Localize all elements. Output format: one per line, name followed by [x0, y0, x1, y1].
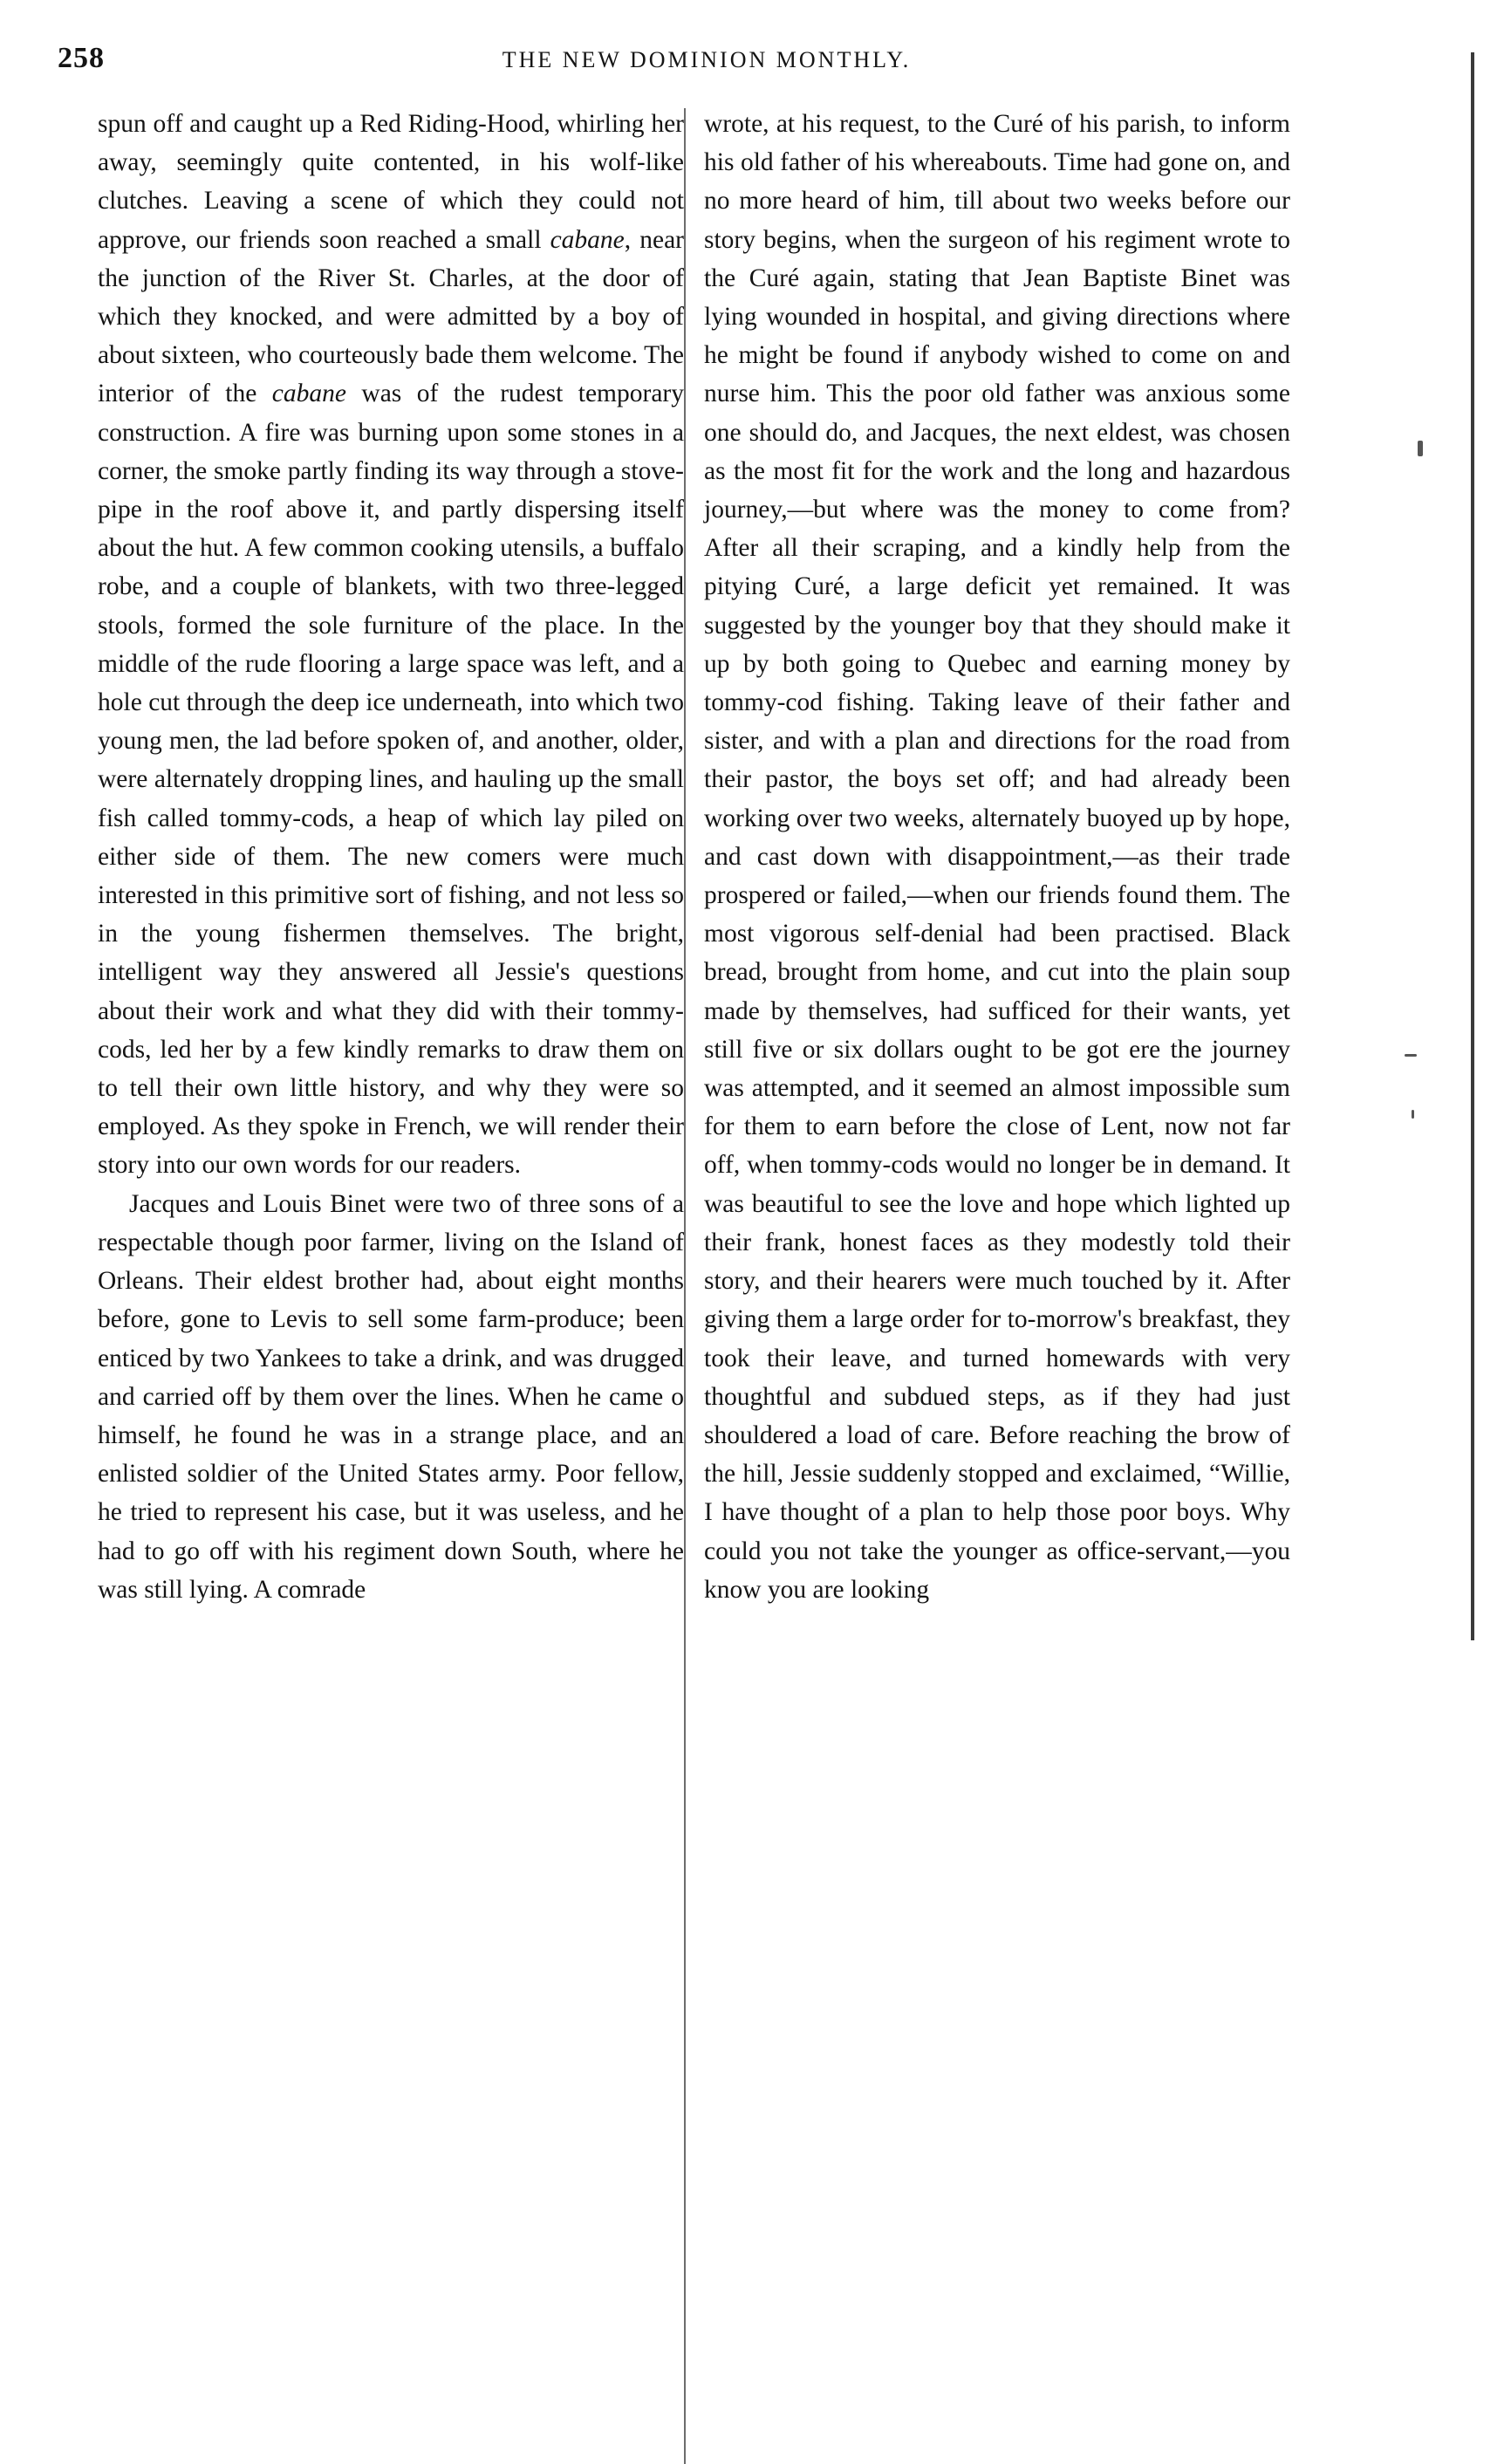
left-paragraph-2: Jacques and Louis Binet were two of three sons of a respectable though poor farmer, living on the Island of Orleans. Their eldest brother had, about eight months before, gone to Levis to sell some farm-produce; been enticed by two Yankees to take a drink, and was drugged and carried off by them over the lines. When he came o himself, he found he was in a strange place, and an enlisted soldier of the United States army. Poor fellow, he tried to represent his case, but it was useless, and he had to go off with his regiment down South, where he was still lying. A comrade	[98, 1189, 684, 1604]
scan-speck	[1418, 441, 1423, 456]
page-number: 258	[58, 42, 105, 74]
running-title: THE NEW DOMINION MONTHLY.	[502, 47, 912, 72]
italic-term: cabane	[271, 380, 346, 408]
left-column	[98, 105, 684, 1609]
scan-speck	[1405, 1054, 1417, 1057]
text-run: was of the rudest temporary construction. A fire was burning upon some stones in a corner, the smoke partly finding its way through a stove-pipe in the roof above it, and partly dispersing itself about the hut. A few common cooking utensils, a buffalo robe, and a couple of blankets, with two three-legged stools, formed the sole furniture of the place. In the middle of the rude flooring a large space was left, and a hole cut through the deep ice underneath, into which two young men, the lad before spoken of, and another, older, were alternately dropping lines, and hauling up the small fish called tommy-cods, a heap of which lay piled on either side of them. The new comers were much interested in this primitive sort of fishing, and not less so in the young fishermen themselves. The bright, intelligent way they answered all Jessie's questions about their work and what they did with their tommy-cods, led her by a few kindly remarks to draw them on to tell their own little history, and why they were so employed. As they spoke in French, we will render their story into our own words for our readers.	[98, 380, 684, 1180]
left-paragraph-1	[98, 105, 684, 1185]
scan-speck	[1412, 1110, 1414, 1119]
column-divider	[684, 108, 686, 2464]
scan-margin-edge	[1471, 52, 1474, 1640]
italic-term: cabane	[550, 225, 625, 254]
right-paragraph-1: wrote, at his request, to the Curé of his parish, to inform his old father of his whereabouts. Time had gone on, and no more heard of him, till about two weeks before our story begins, when the surgeon of his regiment wrote to the Curé again, stating that Jean Baptiste Binet was lying wounded in hospital, and giving directions where he might be found if anybody wished to come on and nurse him. This the poor old father was anxious some one should do, and Jacques, the next eldest, was chosen as the most fit for the work and the long and hazardous journey,—but where was the money to come from? After all their scraping, and a kindly help from the pitying Curé, a large deficit yet remained. It was suggested by the younger boy that they should make it up by both going to Quebec and earning money by tommy-cod fishing. Taking leave of their father and sister, and with a plan and directions for the road from their pastor, the boys set off; and had already been working over two weeks, alternately buoyed up by hope, and cast down with disappointment,—as their trade prospered or failed,—when our friends found them. The most vigorous self-denial had been practised. Black bread, brought from home, and cut into the plain soup made by themselves, had sufficed for their wants, yet still five or six dollars ought to be got ere the journey was attempted, and it seemed an almost impossible sum for them to earn before the close of Lent, now not far off, when tommy-cods would no longer be in demand. It was beautiful to see the love and hope which lighted up their frank, honest faces as they modestly told their story, and their hearers were much touched by it. After giving them a large order for to-morrow's breakfast, they took their leave, and turned homewards with very thoughtful and subdued steps, as if they had just shouldered a load of care. Before reaching the brow of the hill, Jessie suddenly stopped and exclaimed, “Willie, I have thought of a plan to help those poor boys. Why could you not take the younger as office-servant,—you know you are looking	[704, 110, 1290, 1604]
text-run: , near the junction of the River St. Charles, at the door of which they knocked, and were admitted by a boy of about sixteen, who courteously bade them welcome. The interior of the	[98, 225, 684, 408]
text-run: spun off and caught up a Red Riding-Hood, whirling her away, seemingly quite contented, in his wolf-like clutches. Leaving a scene of which they could not approve, our friends soon reached a small	[98, 110, 684, 254]
right-column	[704, 105, 1290, 1609]
